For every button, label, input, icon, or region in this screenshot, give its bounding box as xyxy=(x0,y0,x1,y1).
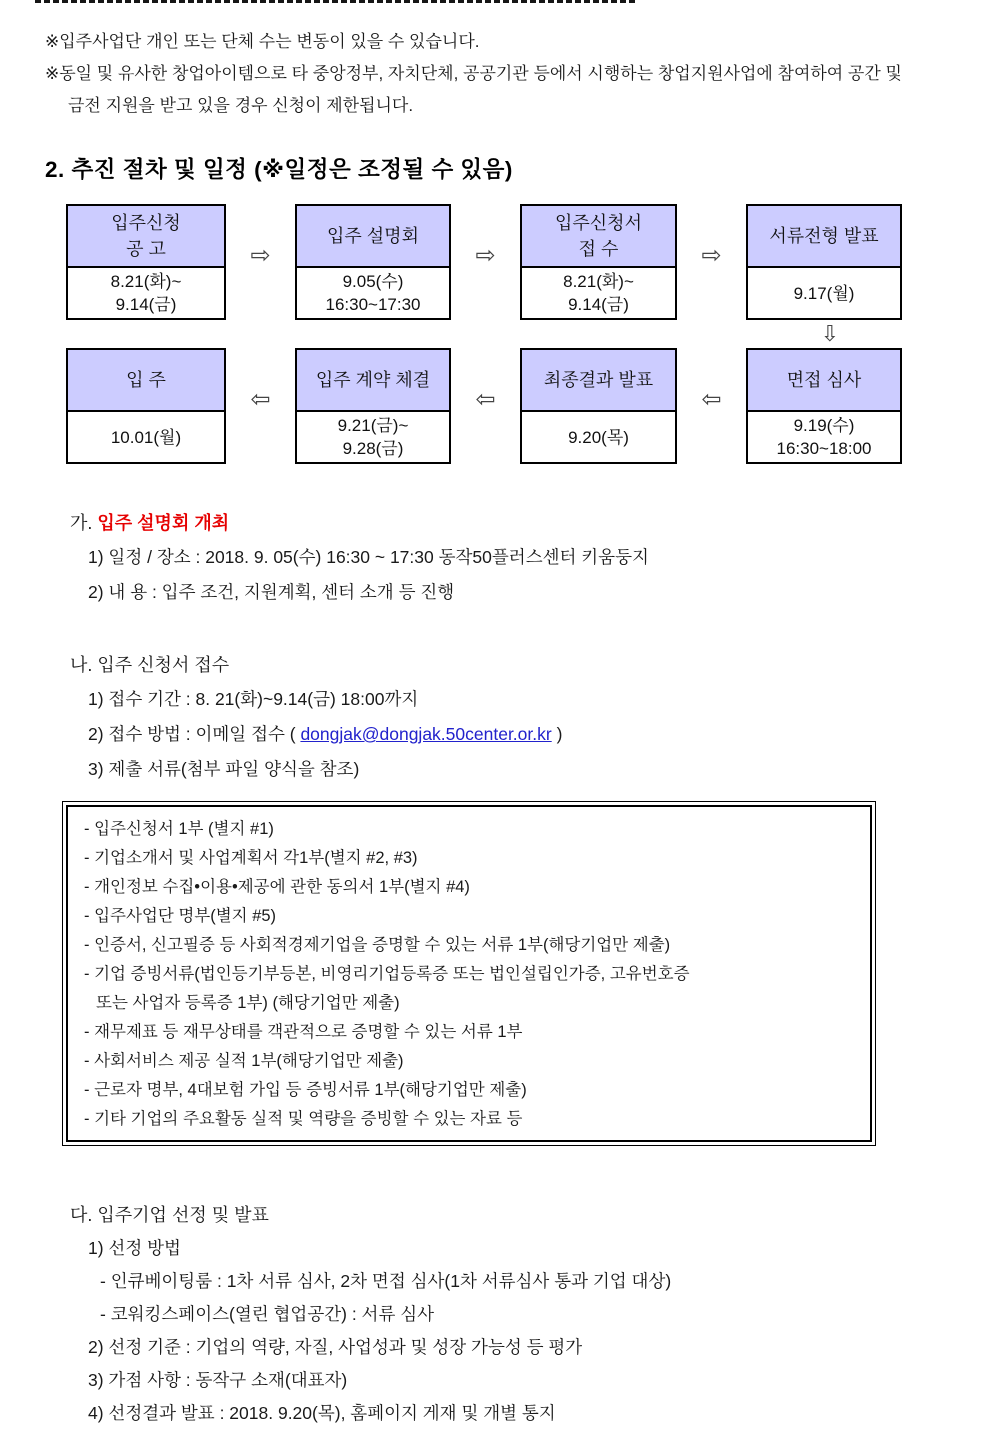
list-item: 1) 선정 방법 xyxy=(88,1238,181,1258)
flow-box-title: 서류전형 발표 xyxy=(748,206,900,268)
section-da-items xyxy=(88,1232,992,1430)
flowchart-row-1 xyxy=(66,204,908,320)
flow-box-orientation xyxy=(295,204,451,320)
list-item: 1) 일정 / 장소 : 2018. 9. 05(수) 16:30 ~ 17:30 동작50플러스센터 키움둥지 xyxy=(88,547,649,567)
list-item: 2) 내 용 : 입주 조건, 지원계획, 센터 소개 등 진행 xyxy=(88,582,455,602)
email-line-suffix: ) xyxy=(551,724,563,744)
flow-box-date: 9.19(수) 16:30~18:00 xyxy=(776,416,872,458)
arrow-left-icon: ⇦ xyxy=(475,385,496,413)
flow-box-contract-signing xyxy=(295,348,451,464)
flow-box-date: 10.01(월) xyxy=(110,427,182,447)
doc-item: - 기업소개서 및 사업계획서 각1부(별지 #2, #3) xyxy=(84,849,418,867)
flow-box-application-notice xyxy=(66,204,226,320)
doc-item: - 사회서비스 제공 실적 1부(해당기업만 제출) xyxy=(84,1052,404,1070)
email-line-prefix: 2) 접수 방법 : 이메일 접수 ( xyxy=(88,724,301,744)
flow-box-date: 9.17(월) xyxy=(793,283,855,303)
flow-box-title: 면접 심사 xyxy=(748,350,900,412)
flow-box-title: 입주 계약 체결 xyxy=(297,350,449,412)
flow-box-final-result xyxy=(520,348,677,464)
arrow-left-icon: ⇦ xyxy=(250,385,271,413)
section-ga-label: 가. xyxy=(70,513,98,533)
note-line-3: 금전 지원을 받고 있을 경우 신청이 제한됩니다. xyxy=(68,96,414,115)
required-documents-list xyxy=(66,805,872,1142)
doc-item: - 인증서, 신고필증 등 사회적경제기업을 증명할 수 있는 서류 1부(해당기업만 제출) xyxy=(84,936,671,954)
note-line-2: ※동일 및 유사한 창업아이템으로 타 중앙정부, 자치단체, 공공기관 등에서 시행하는 창업지원사업에 참여하여 공간 및 xyxy=(45,64,902,83)
list-subitem: - 인큐베이팅룸 : 1차 서류 심사, 2차 면접 심사(1차 서류심사 통과 기업 대상) xyxy=(100,1271,672,1291)
flowchart-row-2 xyxy=(66,348,908,464)
flow-box-title: 입주신청서 접 수 xyxy=(522,206,675,268)
required-documents-box xyxy=(62,801,876,1146)
doc-item: - 기타 기업의 주요활동 실적 및 역량을 증빙할 수 있는 자료 등 xyxy=(84,1110,523,1128)
cropped-table-border xyxy=(35,0,635,3)
list-item: 3) 제출 서류(첨부 파일 양식을 참조) xyxy=(88,759,360,779)
flow-box-date: 9.21(금)~ 9.28(금) xyxy=(337,416,409,458)
section-ga xyxy=(70,506,992,610)
section-ga-heading xyxy=(70,506,992,540)
email-link[interactable]: dongjak@dongjak.50center.or.kr xyxy=(300,724,552,744)
flow-box-date: 8.21(화)~ 9.14(금) xyxy=(110,272,182,314)
section-na-heading: 나. 입주 신청서 접수 xyxy=(70,655,230,675)
doc-item: - 입주사업단 명부(별지 #5) xyxy=(84,907,277,925)
section-na-items xyxy=(88,682,992,787)
section-ga-title: 입주 설명회 개최 xyxy=(97,513,230,533)
doc-item: - 기업 증빙서류(법인등기부등본, 비영리기업등록증 또는 법인설립인가증, 고유번호증 xyxy=(84,965,690,983)
flow-box-title: 입주신청 공 고 xyxy=(68,206,224,268)
top-notes xyxy=(0,0,992,122)
flow-box-date: 9.05(수) 16:30~17:30 xyxy=(325,272,421,314)
doc-item: - 재무제표 등 재무상태를 객관적으로 증명할 수 있는 서류 1부 xyxy=(84,1023,523,1041)
section-ga-items xyxy=(88,540,992,610)
flow-box-title: 입 주 xyxy=(68,350,224,412)
list-item: 1) 접수 기간 : 8. 21(화)~9.14(금) 18:00까지 xyxy=(88,689,419,709)
flow-box-interview xyxy=(746,348,902,464)
arrow-right-icon: ⇨ xyxy=(475,241,496,269)
arrow-down-icon: ⇩ xyxy=(820,321,840,346)
flow-box-date: 8.21(화)~ 9.14(금) xyxy=(563,272,634,314)
list-subitem: - 코워킹스페이스(열린 협업공간) : 서류 심사 xyxy=(100,1304,435,1324)
schedule-flowchart xyxy=(66,204,908,464)
flow-box-date: 9.20(목) xyxy=(568,427,629,447)
flow-box-title: 입주 설명회 xyxy=(297,206,449,268)
flow-box-move-in xyxy=(66,348,226,464)
section2-title: 2. 추진 절차 및 일정 (※일정은 조정될 수 있음) xyxy=(45,157,513,182)
section-da xyxy=(70,1198,992,1430)
doc-item: - 개인정보 수집•이용•제공에 관한 동의서 1부(별지 #4) xyxy=(84,878,470,896)
list-item: 2) 선정 기준 : 기업의 역량, 자질, 사업성과 및 성장 가능성 등 평가 xyxy=(88,1337,583,1357)
list-item: 4) 선정결과 발표 : 2018. 9.20(목), 홈페이지 게재 및 개별 통지 xyxy=(88,1403,556,1423)
flow-box-title: 최종결과 발표 xyxy=(522,350,675,412)
doc-item: - 근로자 명부, 4대보험 가입 등 증빙서류 1부(해당기업만 제출) xyxy=(84,1081,527,1099)
list-item: 3) 가점 사항 : 동작구 소재(대표자) xyxy=(88,1370,348,1390)
doc-item-continuation: 또는 사업자 등록증 1부) (해당기업만 제출) xyxy=(96,994,400,1012)
section-da-heading: 다. 입주기업 선정 및 발표 xyxy=(70,1205,269,1225)
flowchart-down-connector xyxy=(66,320,908,348)
spacer xyxy=(66,320,752,348)
note-line-1: ※입주사업단 개인 또는 단체 수는 변동이 있을 수 있습니다. xyxy=(45,32,480,51)
section-na xyxy=(70,648,992,787)
flow-box-document-screening-result xyxy=(746,204,902,320)
flow-box-application-submit xyxy=(520,204,677,320)
arrow-right-icon: ⇨ xyxy=(701,241,722,269)
list-item-with-email xyxy=(88,717,992,752)
arrow-right-icon: ⇨ xyxy=(250,241,271,269)
doc-item: - 입주신청서 1부 (별지 #1) xyxy=(84,820,274,838)
arrow-left-icon: ⇦ xyxy=(701,385,722,413)
